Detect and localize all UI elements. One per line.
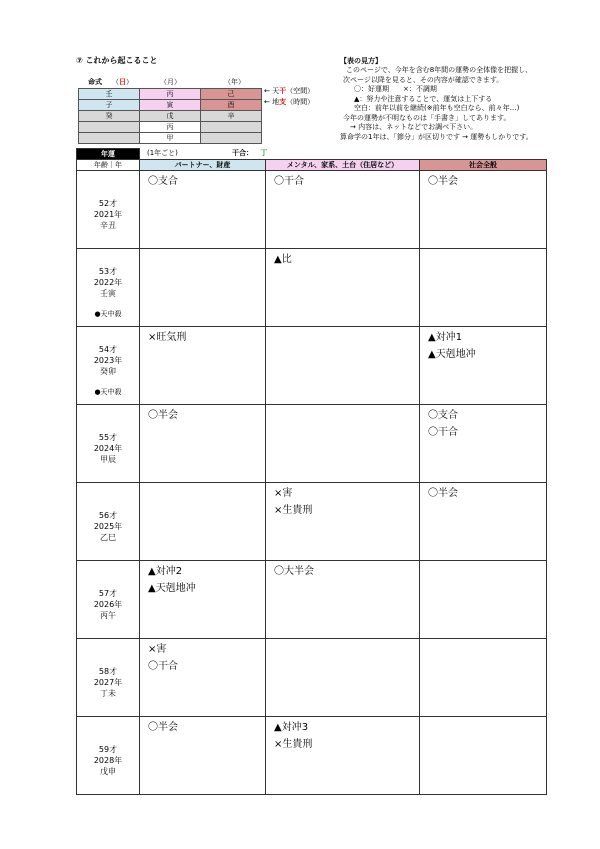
year-cell — [77, 483, 140, 561]
year-age: 53才 — [98, 266, 118, 276]
legend-line: 空白：前年以前を継続(※前年も空白なら、前々年…) — [354, 104, 520, 113]
year-row — [77, 405, 547, 483]
fortune-entry: 〇支合 — [148, 176, 178, 187]
fortune-cell — [266, 171, 420, 249]
fortune-entry: ▲天剋地冲 — [428, 349, 476, 360]
year-year: 2028年 — [93, 756, 123, 765]
year-row — [77, 561, 547, 639]
fortune-entry: 〇半会 — [148, 410, 178, 421]
fortune-cell — [266, 639, 420, 717]
year-cell — [77, 717, 140, 795]
year-kanshi: 甲辰 — [100, 455, 116, 464]
year-kanshi: 戊申 — [100, 767, 116, 776]
fortune-cell — [266, 483, 420, 561]
year-kanshi: 乙巳 — [100, 533, 116, 542]
meishiki-year-header: （年） — [224, 78, 245, 86]
year-row — [77, 327, 547, 405]
fortune-cell — [266, 327, 420, 405]
meishiki-day-header: （日） — [112, 78, 133, 86]
meishiki-cell: 丙 — [140, 122, 201, 133]
column-header-partner: パートナー、財産 — [140, 160, 266, 171]
meishiki-label: 命式 — [88, 78, 102, 86]
fortune-cell — [140, 561, 266, 639]
year-age: 54才 — [98, 344, 118, 354]
year-row — [77, 249, 547, 327]
year-year: 2022年 — [93, 277, 123, 287]
meishiki-cell: 子 — [79, 100, 140, 111]
year-year: 2021年 — [93, 210, 123, 219]
fortune-cell — [420, 171, 547, 249]
meishiki-cell: 丙 — [140, 89, 201, 100]
meishiki-cell: 寅 — [140, 100, 201, 111]
fortune-entry: 〇支合 — [428, 410, 458, 421]
fortune-cell — [420, 327, 547, 405]
fortune-cell — [140, 327, 266, 405]
legend-line: このページで、今年を含む8年間の運勢の全体像を把握し、 — [346, 66, 533, 75]
fortune-entry: ×旺気刑 — [148, 332, 187, 343]
age-year-header: 年齢｜年 — [77, 160, 140, 171]
year-kanshi: 癸卯 — [100, 366, 116, 376]
fortune-entry: 〇半会 — [148, 722, 178, 733]
year-age: 59才 — [98, 745, 118, 754]
meishiki-cell: 酉 — [201, 100, 262, 111]
year-age: 55才 — [98, 433, 118, 442]
year-year: 2026年 — [93, 600, 123, 609]
nenun-header: 年運 — [77, 149, 140, 160]
fortune-entry: ×害 — [274, 488, 293, 499]
meishiki-cell: 己 — [201, 89, 262, 100]
meishiki-cell: 辛 — [201, 111, 262, 122]
year-kanshi: 壬寅 — [100, 288, 116, 298]
legend-line: 次ページ以降を見ると、その内容が確認できます。 — [343, 75, 504, 84]
fortune-cell — [140, 639, 266, 717]
year-row — [77, 717, 547, 795]
fortune-table — [76, 148, 547, 795]
year-cell — [77, 405, 140, 483]
fortune-entry: 〇大半会 — [274, 566, 314, 577]
legend-line: 算命学の1年は、「節分」が区切りです → 運勢もしかりです。 — [340, 132, 533, 141]
fortune-entry: ▲比 — [274, 254, 292, 265]
legend — [340, 57, 580, 142]
legend-title: 【表の見方】 — [340, 57, 382, 65]
fortune-cell — [140, 171, 266, 249]
annotation-earth: ← 地支（時間） — [264, 98, 315, 106]
meishiki-cell — [79, 133, 140, 144]
kango-label: 干合： 丁 — [232, 149, 268, 157]
year-cell — [77, 249, 140, 327]
fortune-entry: ×害 — [148, 644, 167, 655]
year-age: 56才 — [98, 511, 118, 520]
year-kanshi: 丁未 — [100, 689, 116, 698]
year-age: 52才 — [98, 199, 118, 208]
section-title: ⑦ これから起こること — [76, 56, 158, 65]
year-year: 2025年 — [93, 522, 123, 531]
year-age: 58才 — [98, 667, 118, 676]
per-year-label: (1年ごと) — [147, 149, 178, 157]
fortune-entry: ▲対冲2 — [148, 566, 183, 577]
fortune-cell — [266, 249, 420, 327]
fortune-entry: 〇半会 — [428, 176, 458, 187]
year-cell — [77, 171, 140, 249]
fortune-cell — [266, 405, 420, 483]
legend-line: → 内容は、ネットなどでお調べ下さい。 — [350, 123, 478, 132]
annotation-sky: ← 天干（空間） — [264, 87, 315, 95]
year-row — [77, 483, 547, 561]
fortune-cell — [420, 483, 547, 561]
year-age: 57才 — [98, 589, 118, 598]
fortune-cell — [420, 249, 547, 327]
year-row — [77, 171, 547, 249]
meishiki-cell — [201, 122, 262, 133]
meishiki-cell: 癸 — [79, 111, 140, 122]
fortune-cell — [420, 639, 547, 717]
fortune-entry: 〇半会 — [428, 488, 458, 499]
tenchusatsu-note: ●天中殺 — [94, 387, 122, 396]
meishiki-month-header: （月） — [160, 78, 181, 86]
fortune-cell — [140, 483, 266, 561]
column-header-mental: メンタル、家系、土台（住居など） — [266, 160, 420, 171]
fortune-cell — [140, 405, 266, 483]
tenchusatsu-note: ●天中殺 — [94, 309, 122, 318]
year-year: 2024年 — [93, 444, 123, 453]
fortune-entry: ▲天剋地冲 — [148, 583, 196, 594]
year-year: 2023年 — [93, 355, 123, 365]
fortune-entry: ▲対冲3 — [274, 722, 309, 733]
fortune-cell — [140, 249, 266, 327]
meishiki-cell — [201, 133, 262, 144]
legend-line: 今年の運勢が不明なものは「手書き」してあります。 — [343, 113, 511, 122]
fortune-cell — [420, 405, 547, 483]
fortune-entry: ▲対冲1 — [428, 332, 463, 343]
fortune-cell — [140, 717, 266, 795]
meishiki-cell: 壬 — [79, 89, 140, 100]
fortune-cell — [420, 717, 547, 795]
fortune-entry: 〇干合 — [274, 176, 304, 187]
legend-line: 〇：好運期 ×：不調期 — [354, 85, 437, 94]
year-cell — [77, 327, 140, 405]
fortune-entry: 〇干合 — [428, 427, 458, 438]
fortune-cell — [266, 561, 420, 639]
year-cell — [77, 561, 140, 639]
year-year: 2027年 — [93, 678, 123, 687]
year-cell — [77, 639, 140, 717]
fortune-entry: 〇干合 — [148, 661, 178, 672]
year-kanshi: 丙午 — [100, 611, 116, 620]
meishiki-cell: 戊 — [140, 111, 201, 122]
meishiki-table — [78, 88, 262, 144]
fortune-entry: ×生貴刑 — [274, 739, 313, 750]
meishiki-cell: 甲 — [140, 133, 201, 144]
column-header-society: 社会全般 — [420, 160, 547, 171]
legend-line: ▲：努力や注意することで、運気は上下する — [354, 94, 493, 103]
year-row — [77, 639, 547, 717]
fortune-cell — [420, 561, 547, 639]
fortune-cell — [266, 717, 420, 795]
year-kanshi: 辛丑 — [100, 221, 116, 230]
fortune-entry: ×生貴刑 — [274, 505, 313, 516]
meishiki-cell — [79, 122, 140, 133]
